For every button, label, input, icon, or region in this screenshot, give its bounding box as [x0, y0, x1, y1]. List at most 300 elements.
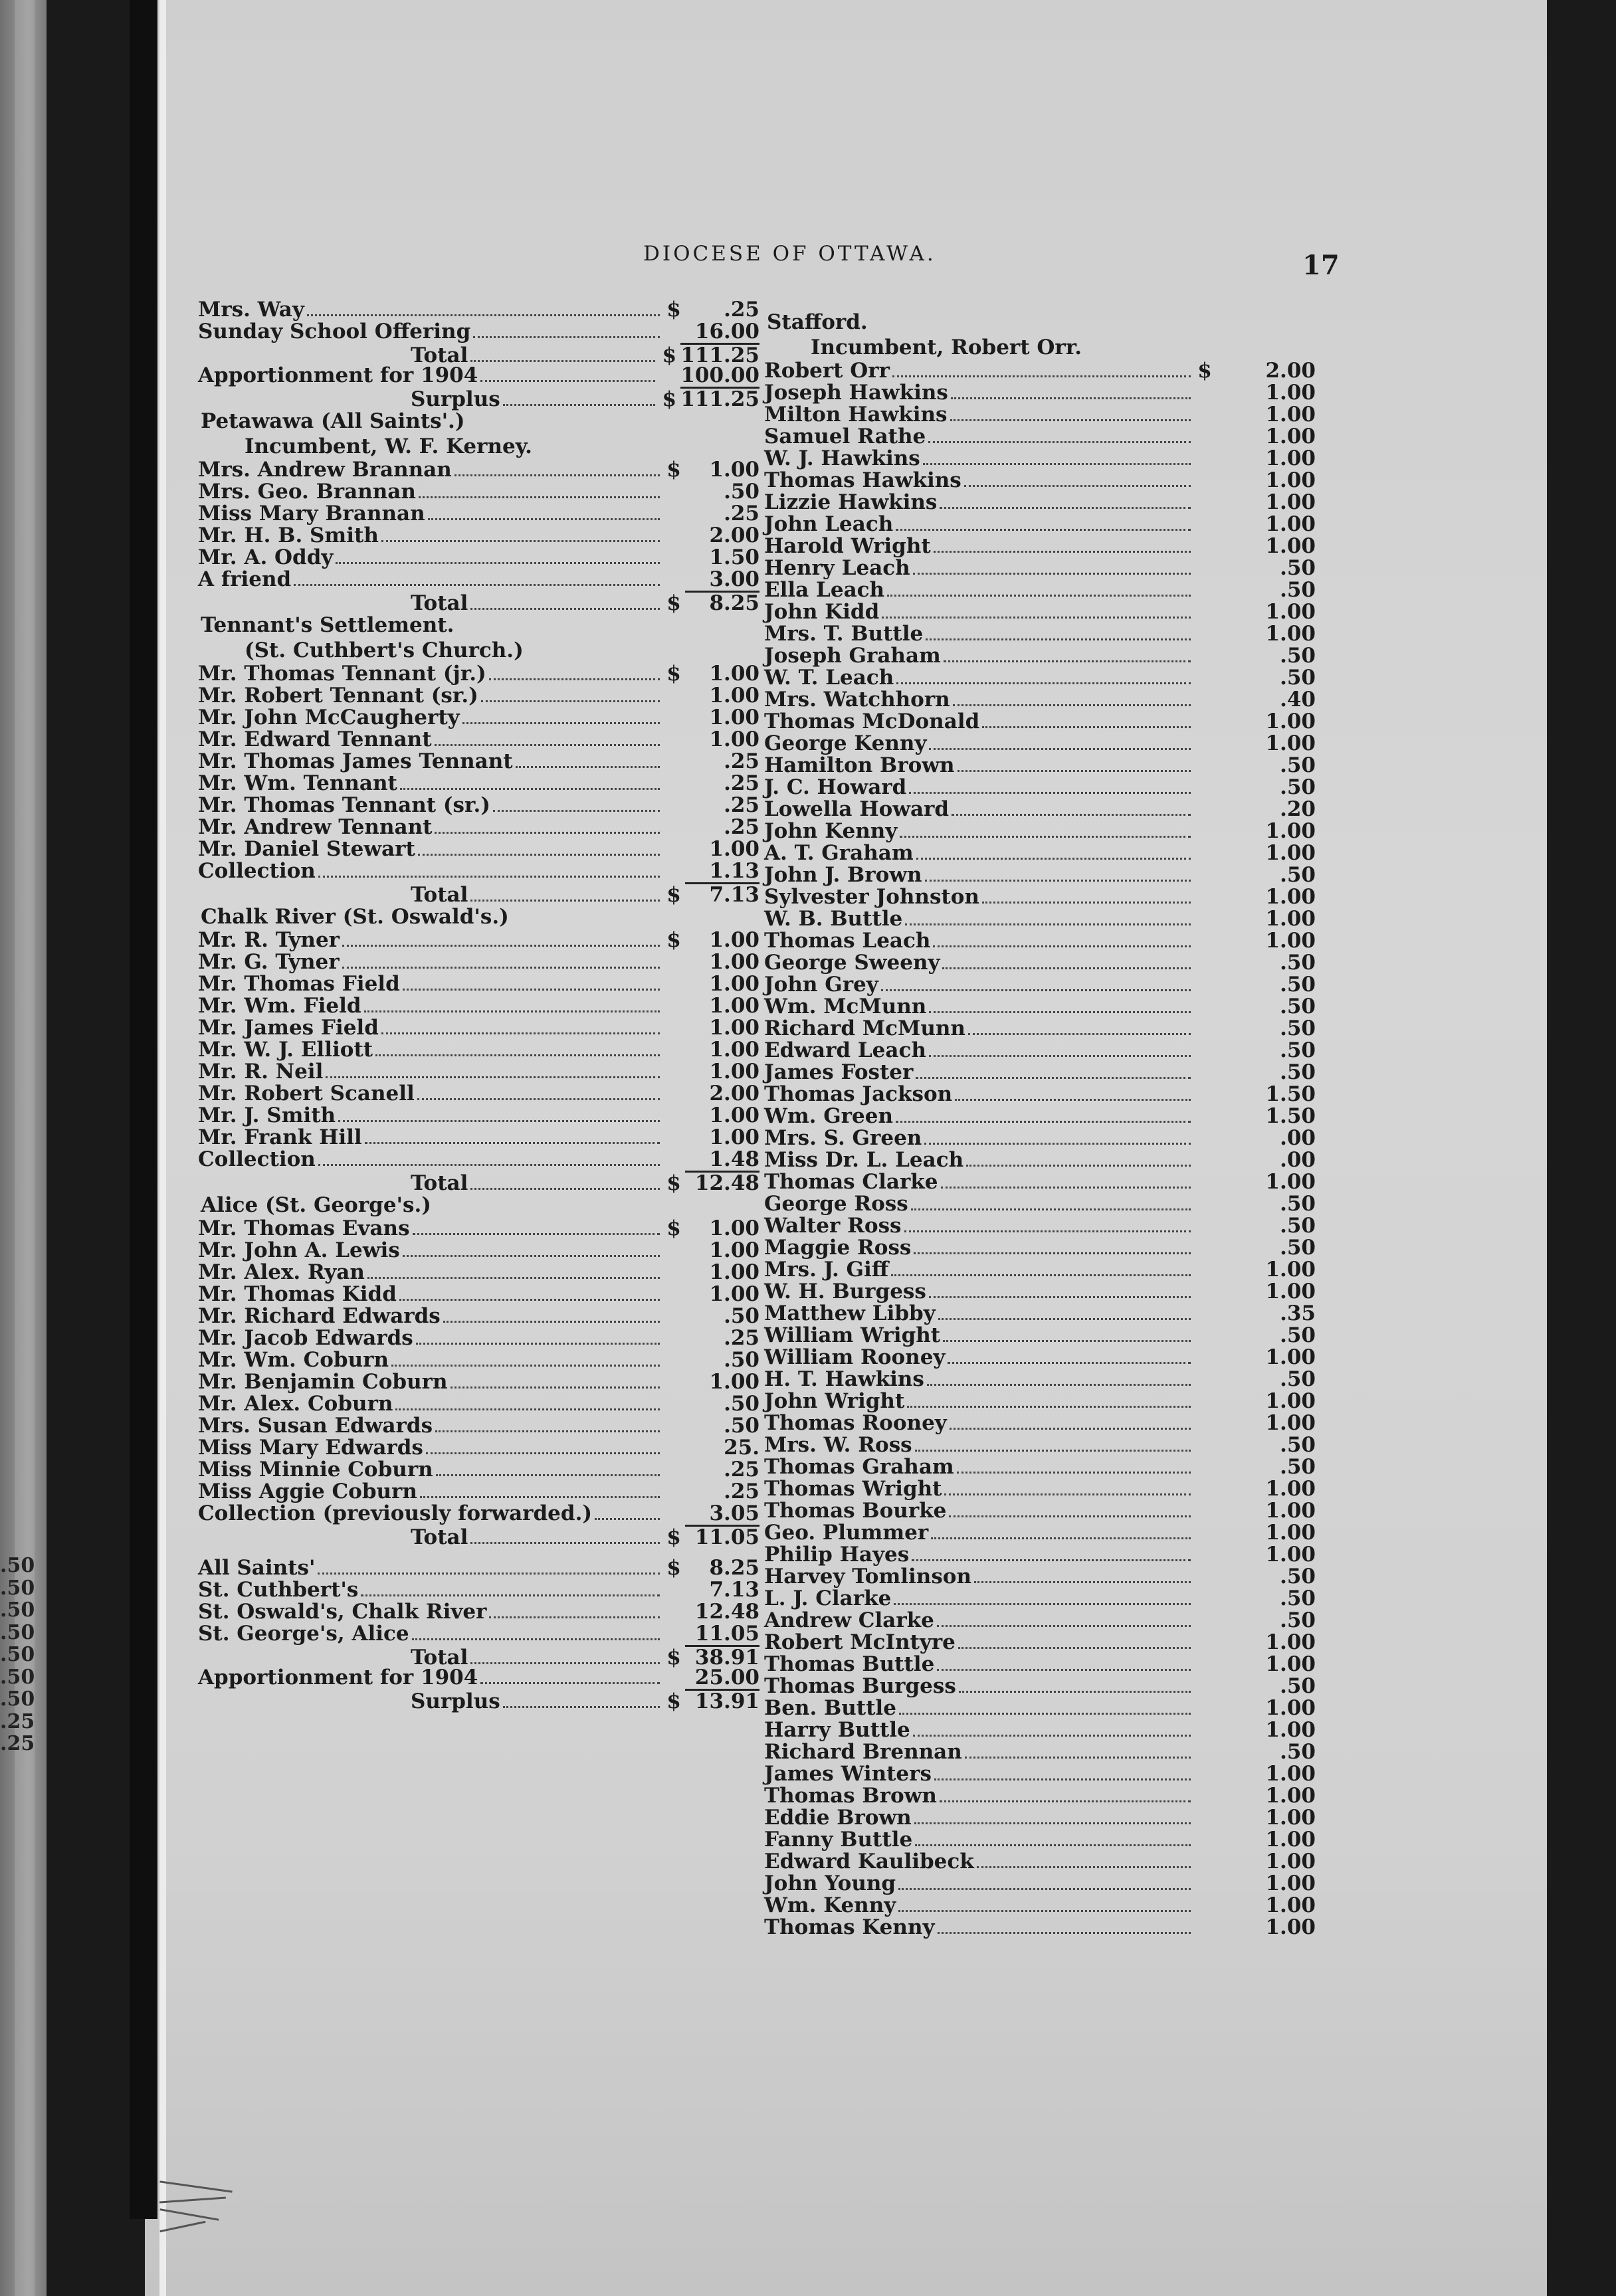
list-item [198, 321, 759, 343]
entry-name: John Grey [764, 973, 878, 997]
entry-amount: .25 [724, 815, 759, 839]
dot-leader [326, 1076, 660, 1078]
entry-amount: 1.00 [1265, 1499, 1316, 1523]
entry-amount: 1.00 [1265, 446, 1316, 470]
list-item [198, 1393, 759, 1415]
dot-leader [916, 1077, 1191, 1079]
entry-name: Fanny Buttle [764, 1828, 913, 1852]
entry-name: Mr. Thomas Kidd [198, 1282, 397, 1306]
list-item [198, 1284, 759, 1305]
entry-name: Mr. Thomas Tennant (sr.) [198, 793, 490, 817]
entry-name: A friend [198, 567, 292, 591]
list-item [764, 535, 1316, 557]
entry-amount: 111.25 [680, 343, 759, 367]
dot-leader [907, 1406, 1191, 1408]
list-item [764, 908, 1316, 930]
entry-name: Joseph Hawkins [764, 381, 948, 405]
dollar-sign: $ [666, 883, 681, 907]
entry-amount: .50 [724, 1348, 759, 1372]
dot-leader [375, 1054, 660, 1056]
list-item [764, 1566, 1316, 1588]
entry-name: Wm. Green [764, 1104, 893, 1128]
entry-amount: 12.48 [694, 1600, 759, 1624]
entry-name: Collection (previously forwarded.) [198, 1501, 593, 1525]
entry-amount: 1.00 [1265, 534, 1316, 558]
dot-leader [418, 854, 660, 856]
entry-name: Henry Leach [764, 556, 910, 580]
list-item [764, 1040, 1316, 1062]
entry-name: Mr. Wm. Field [198, 994, 361, 1018]
entry-amount: 1.00 [1265, 1543, 1316, 1567]
list-item [764, 1456, 1316, 1478]
list-item [764, 382, 1316, 404]
entry-name: Mr. Frank Hill [198, 1125, 362, 1149]
entry-amount: 1.00 [709, 950, 759, 974]
entry-name: Wm. Kenny [764, 1893, 896, 1917]
list-item [764, 1478, 1316, 1500]
list-item [764, 842, 1316, 864]
entry-amount: .50 [1280, 666, 1316, 690]
list-item [764, 1018, 1316, 1040]
list-item [198, 481, 759, 503]
entry-name: Thomas Rooney [764, 1411, 947, 1435]
list-item [198, 663, 759, 685]
entry-name: St. George's, Alice [198, 1622, 409, 1646]
dollar-sign: $ [666, 1689, 681, 1713]
entry-amount: 11.05 [694, 1622, 759, 1646]
entry-name: L. J. Clarke [764, 1586, 892, 1610]
entry-amount: 1.00 [1265, 1630, 1316, 1654]
entry-name: Lizzie Hawkins [764, 490, 938, 514]
dot-leader [941, 1187, 1191, 1189]
entry-name: Mr. Wm. Coburn [198, 1348, 389, 1372]
list-item [764, 1632, 1316, 1654]
list-item [198, 1327, 759, 1349]
list-item [764, 711, 1316, 733]
list-item [764, 1763, 1316, 1785]
list-item [198, 1557, 759, 1579]
list-item [764, 1807, 1316, 1829]
entry-amount: 1.00 [1265, 1871, 1316, 1895]
entry-name: Mrs. W. Ross [764, 1433, 912, 1457]
entry-name: George Ross [764, 1192, 908, 1216]
entry-amount: 1.00 [1265, 710, 1316, 733]
entry-amount: 100.00 [680, 363, 759, 387]
list-item [764, 579, 1316, 601]
entry-name: Surplus [411, 387, 500, 411]
entry-amount: .25 [724, 298, 759, 322]
entry-amount: 3.05 [709, 1501, 759, 1525]
dot-leader [342, 967, 660, 969]
entry-name: Thomas Brown [764, 1784, 937, 1808]
fragment-amount: .50 [0, 1665, 35, 1689]
entry-name: Edward Kaulibeck [764, 1850, 974, 1873]
entry-amount: .25 [724, 1326, 759, 1350]
dot-leader [929, 748, 1191, 750]
dot-leader [953, 704, 1191, 706]
entry-name: All Saints' [198, 1556, 316, 1580]
entry-name: Collection [198, 1147, 316, 1171]
list-item [764, 645, 1316, 667]
page-gutter [159, 0, 166, 2296]
entry-amount: 1.00 [709, 727, 759, 751]
entry-name: Mr. Richard Edwards [198, 1304, 441, 1328]
dot-leader [929, 1296, 1191, 1298]
list-item [198, 1083, 759, 1105]
entry-name: Thomas Kenny [764, 1915, 935, 1939]
section-subheading: Incumbent, Robert Orr. [811, 335, 1082, 359]
entry-amount: .00 [1280, 1126, 1316, 1150]
dot-leader [982, 726, 1191, 728]
entry-amount: .50 [1280, 1455, 1316, 1479]
dot-leader [481, 700, 660, 702]
list-item [764, 426, 1316, 448]
entry-name: Milton Hawkins [764, 403, 948, 427]
list-item [764, 1281, 1316, 1303]
entry-amount: .25 [724, 793, 759, 817]
dot-leader [974, 1581, 1191, 1583]
dot-leader [896, 682, 1191, 684]
entry-amount: 1.00 [1265, 1258, 1316, 1282]
entry-amount: 1.00 [1265, 841, 1316, 865]
entry-name: Mr. H. B. Smith [198, 524, 379, 547]
section-heading: Petawawa (All Saints'.) [201, 409, 465, 433]
entry-amount: 1.13 [709, 859, 759, 883]
entry-amount: 1.00 [709, 837, 759, 861]
dot-leader [435, 832, 660, 834]
list-item [198, 1061, 759, 1083]
entry-amount: 1.00 [709, 706, 759, 729]
list-item [764, 864, 1316, 886]
list-item [764, 360, 1316, 382]
entry-name: Mr. R. Tyner [198, 928, 340, 952]
dot-leader [958, 770, 1191, 772]
entry-name: Andrew Clarke [764, 1608, 934, 1632]
entry-name: Ella Leach [764, 578, 885, 602]
dot-leader [403, 989, 660, 991]
list-item [764, 1084, 1316, 1105]
dot-leader [929, 1011, 1191, 1013]
dot-leader [391, 1365, 660, 1367]
dot-leader [381, 540, 660, 542]
entry-name: Mr. Benjamin Coburn [198, 1370, 448, 1394]
dollar-sign: $ [662, 343, 677, 367]
list-item [198, 795, 759, 816]
entry-name: Total [411, 1171, 468, 1195]
entry-name: A. T. Graham [764, 841, 914, 865]
dot-leader [503, 1706, 660, 1708]
list-item [198, 1127, 759, 1149]
list-item [764, 1303, 1316, 1325]
list-item [764, 557, 1316, 579]
entry-name: Mrs. Way [198, 298, 304, 322]
right-column [764, 310, 1316, 1939]
entry-name: Geo. Plummer [764, 1521, 929, 1545]
list-item [198, 751, 759, 773]
entry-amount: 1.00 [1265, 1280, 1316, 1303]
entry-name: Mr. Alex. Coburn [198, 1392, 393, 1416]
entry-amount: 1.00 [1265, 1411, 1316, 1435]
binding-thread [159, 2172, 239, 2246]
entry-amount: .20 [1280, 797, 1316, 821]
entry-name: Hamilton Brown [764, 753, 955, 777]
total-row [198, 1689, 759, 1711]
entry-amount: 1.00 [1265, 1784, 1316, 1808]
dot-leader [595, 1518, 660, 1520]
entry-name: Mrs. Susan Edwards [198, 1414, 433, 1438]
dot-leader [318, 1573, 660, 1575]
entry-amount: 1.00 [709, 1038, 759, 1062]
dot-leader [926, 638, 1191, 640]
dot-leader [959, 1691, 1191, 1693]
entry-name: Mr. Jacob Edwards [198, 1326, 413, 1350]
list-item [764, 1149, 1316, 1171]
dot-leader [426, 1452, 660, 1454]
entry-name: Miss Mary Brannan [198, 502, 425, 526]
entry-amount: 1.00 [709, 684, 759, 708]
dot-leader [364, 1010, 660, 1012]
dot-leader [950, 419, 1191, 421]
entry-amount: .50 [1280, 1740, 1316, 1764]
entry-amount: 38.91 [685, 1645, 759, 1669]
entry-amount: 1.00 [709, 1216, 759, 1240]
list-item [764, 930, 1316, 952]
dot-leader [927, 1384, 1191, 1386]
list-item [198, 1623, 759, 1645]
list-item [764, 1259, 1316, 1281]
dot-leader [937, 1669, 1191, 1671]
entry-amount: 11.05 [685, 1525, 759, 1549]
dot-leader [958, 1647, 1191, 1649]
fragment-amount: .25 [0, 1732, 35, 1755]
dot-leader [914, 1252, 1191, 1254]
list-item [198, 685, 759, 707]
entry-amount: .25 [724, 749, 759, 773]
entry-amount: .50 [1280, 1674, 1316, 1698]
list-item [764, 733, 1316, 755]
list-item [764, 1369, 1316, 1390]
entry-amount: .50 [1280, 753, 1316, 777]
entry-amount: .50 [1280, 1038, 1316, 1062]
dot-leader [413, 1233, 660, 1235]
dot-leader [318, 1164, 660, 1166]
entry-name: Mr. Robert Scanell [198, 1082, 415, 1105]
entry-name: Philip Hayes [764, 1543, 910, 1567]
list-item [198, 860, 759, 882]
entry-amount: 1.00 [709, 458, 759, 482]
dot-leader [894, 1603, 1191, 1605]
entry-amount: 1.00 [1265, 1170, 1316, 1194]
entry-name: Thomas Clarke [764, 1170, 938, 1194]
entry-amount: 1.00 [1265, 731, 1316, 755]
dot-leader [419, 496, 660, 498]
entry-name: Mrs. Andrew Brannan [198, 458, 452, 482]
entry-name: Sunday School Offering [198, 320, 471, 343]
list-item [198, 816, 759, 838]
entry-amount: .25 [724, 771, 759, 795]
list-item [198, 459, 759, 481]
entry-name: William Rooney [764, 1345, 946, 1369]
list-item [198, 365, 759, 387]
entry-name: Edward Leach [764, 1038, 926, 1062]
entry-amount: 1.00 [709, 994, 759, 1018]
list-item [198, 951, 759, 973]
list-item [764, 974, 1316, 996]
entry-name: Thomas McDonald [764, 710, 980, 733]
section-heading: Alice (St. George's.) [201, 1193, 431, 1217]
entry-name: Mr. John A. Lewis [198, 1238, 400, 1262]
entry-name: Thomas Jackson [764, 1082, 953, 1106]
dot-leader [395, 1408, 660, 1410]
dot-leader [940, 1800, 1191, 1802]
dot-leader [400, 788, 660, 790]
entry-amount: 1.00 [1265, 1521, 1316, 1545]
dot-leader [905, 923, 1191, 925]
entry-amount: .50 [1280, 1016, 1316, 1040]
entry-amount: 1.00 [709, 1103, 759, 1127]
list-item [764, 1412, 1316, 1434]
dot-leader [904, 1230, 1191, 1232]
entry-amount: 1.00 [1265, 1850, 1316, 1873]
dot-leader [470, 360, 655, 362]
fragment-amount: .50 [0, 1554, 35, 1577]
entry-amount: .50 [1280, 973, 1316, 997]
entry-name: Apportionment for 1904 [198, 1666, 478, 1689]
dot-leader [480, 380, 655, 382]
entry-amount: 1.00 [1265, 1477, 1316, 1501]
entry-name: Mr. Edward Tennant [198, 727, 432, 751]
dot-leader [925, 880, 1191, 882]
list-item [764, 1895, 1316, 1917]
entry-amount: 1.00 [1265, 1652, 1316, 1676]
entry-amount: 1.00 [1265, 468, 1316, 492]
entry-amount: .50 [1280, 863, 1316, 887]
dot-leader [489, 678, 660, 680]
entry-name: J. C. Howard [764, 775, 907, 799]
entry-name: James Winters [764, 1762, 932, 1786]
entry-name: Eddie Brown [764, 1806, 912, 1830]
list-item [764, 623, 1316, 645]
dot-leader [318, 876, 660, 878]
list-item [764, 1654, 1316, 1675]
entry-amount: 7.13 [685, 882, 759, 906]
list-item [764, 1171, 1316, 1193]
dot-leader [454, 474, 660, 476]
section-subheading: Incumbent, W. F. Kerney. [245, 434, 532, 458]
entry-amount: .25 [724, 1480, 759, 1503]
entry-amount: 1.00 [709, 928, 759, 952]
dollar-sign: $ [666, 591, 681, 615]
entry-name: Mr. Andrew Tennant [198, 815, 433, 839]
entry-amount: 1.00 [709, 1125, 759, 1149]
list-item [764, 1193, 1316, 1215]
entry-amount: 1.00 [709, 1060, 759, 1084]
entry-name: Mrs. Geo. Brannan [198, 480, 416, 504]
entry-name: Mr. Alex. Ryan [198, 1260, 365, 1284]
entry-name: Mrs. Watchhorn [764, 688, 950, 712]
entry-name: Richard McMunn [764, 1016, 965, 1040]
entry-name: Total [411, 1646, 468, 1670]
list-item [764, 1105, 1316, 1127]
list-item [764, 1544, 1316, 1566]
dot-leader [964, 485, 1191, 487]
entry-amount: .25 [724, 1458, 759, 1482]
list-item [198, 838, 759, 860]
dot-leader [900, 836, 1191, 838]
dot-leader [934, 1778, 1191, 1780]
list-item [764, 952, 1316, 974]
dollar-sign: $ [666, 928, 681, 952]
total-row [198, 1171, 759, 1193]
entry-amount: .50 [1280, 578, 1316, 602]
entry-name: John Kenny [764, 819, 898, 843]
fragment-amount: .50 [0, 1687, 35, 1711]
entry-amount: 1.00 [1265, 1893, 1316, 1917]
entry-amount: 2.00 [1265, 359, 1316, 383]
list-item [198, 1305, 759, 1327]
entry-amount: .25 [724, 502, 759, 526]
dot-leader [416, 1343, 660, 1345]
dollar-sign: $ [666, 1216, 681, 1240]
entry-amount: 1.00 [1265, 403, 1316, 427]
entry-amount: 1.00 [1265, 512, 1316, 536]
entry-amount: 2.00 [709, 524, 759, 547]
dot-leader [951, 397, 1191, 399]
dot-leader [896, 529, 1191, 531]
section-subheading: (St. Cuthbert's Church.) [245, 638, 524, 662]
dollar-sign: $ [666, 1525, 681, 1549]
dot-leader [420, 1496, 660, 1498]
entry-amount: 16.00 [694, 320, 759, 343]
entry-amount: .50 [724, 1304, 759, 1328]
dot-leader [367, 1277, 660, 1279]
entry-amount: .50 [724, 1414, 759, 1438]
list-item [198, 1039, 759, 1061]
dot-leader [435, 1430, 660, 1432]
dot-leader [470, 1662, 660, 1664]
list-item [198, 1415, 759, 1437]
entry-name: Mr. Thomas Field [198, 972, 400, 996]
list-item [764, 1062, 1316, 1084]
entry-amount: 1.00 [709, 1238, 759, 1262]
entry-amount: .50 [724, 1392, 759, 1416]
entry-name: Sylvester Johnston [764, 885, 979, 909]
entry-amount: 1.00 [1265, 1696, 1316, 1720]
total-row [198, 387, 759, 409]
dot-leader [480, 1682, 660, 1684]
previous-page-amounts [0, 1554, 35, 1755]
list-item [764, 1697, 1316, 1719]
list-item [764, 1741, 1316, 1763]
entry-name: W. J. Hawkins [764, 446, 920, 470]
dot-leader [436, 1474, 660, 1476]
entry-amount: 1.00 [709, 1016, 759, 1040]
entry-name: William Wright [764, 1323, 941, 1347]
entry-amount: 12.48 [685, 1171, 759, 1195]
list-item [764, 667, 1316, 689]
entry-amount: 1.00 [1265, 885, 1316, 909]
dot-leader [952, 814, 1191, 816]
list-item [198, 299, 759, 321]
list-item [764, 755, 1316, 777]
entry-amount: 3.00 [709, 567, 759, 591]
entry-name: Mr. Thomas Evans [198, 1216, 410, 1240]
dot-leader [957, 1472, 1191, 1474]
entry-amount: .50 [1280, 1565, 1316, 1588]
entry-name: Thomas Wright [764, 1477, 942, 1501]
entry-name: Thomas Bourke [764, 1499, 947, 1523]
entry-name: W. B. Buttle [764, 907, 903, 931]
